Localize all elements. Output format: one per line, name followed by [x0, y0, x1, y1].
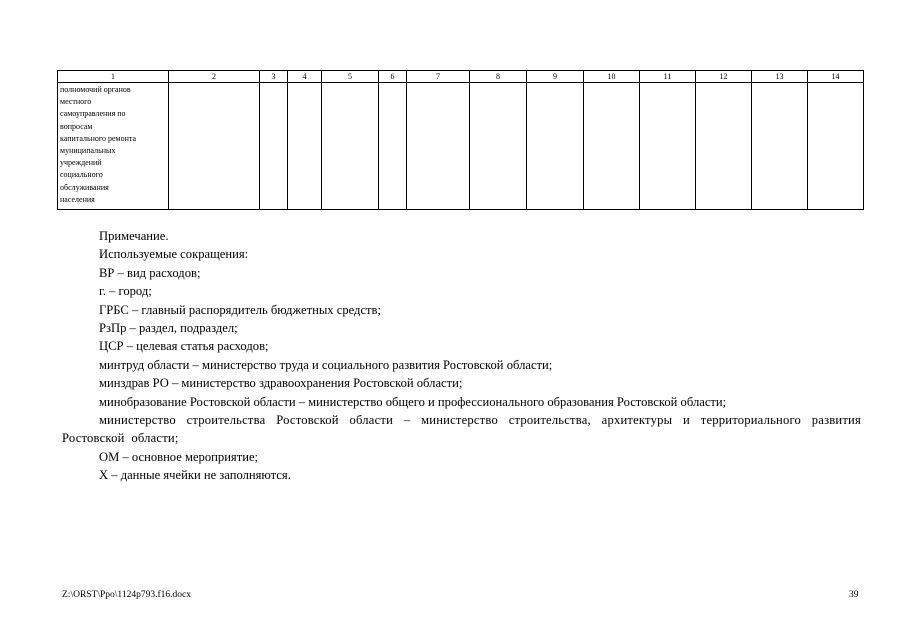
table-cell — [527, 83, 584, 210]
table-cell — [640, 83, 696, 210]
note-line: Используемые сокращения: — [99, 247, 249, 262]
column-header: 9 — [527, 71, 584, 83]
note-line: минздрав РО – министерство здравоохранения Ростовской области; — [99, 376, 463, 391]
column-header: 13 — [752, 71, 808, 83]
table-row — [58, 83, 864, 210]
column-header: 14 — [808, 71, 864, 83]
column-header: 6 — [379, 71, 407, 83]
notes-section — [62, 227, 861, 485]
header-row — [58, 71, 864, 83]
column-header: 4 — [288, 71, 322, 83]
table-cell — [696, 83, 752, 210]
note-line: Х – данные ячейки не заполняются. — [99, 468, 291, 483]
note-line: министерство строительства Ростовской области – министерство строительства, архитектуры и территориального развития Ростовской области; — [62, 413, 861, 446]
table-cell — [752, 83, 808, 210]
note-line: минобразование Ростовской области – министерство общего и профессионального образования Ростовской области; — [99, 394, 727, 409]
note-line: минтруд области – министерство труда и социального развития Ростовской области; — [99, 357, 553, 372]
table-cell — [260, 83, 288, 210]
table-cell — [288, 83, 322, 210]
column-header: 5 — [322, 71, 379, 83]
table-cell — [169, 83, 260, 210]
table-cell — [379, 83, 407, 210]
note-line: ГРБС – главный распорядитель бюджетных средств; — [99, 302, 381, 317]
data-table — [57, 70, 864, 210]
table-cell — [584, 83, 640, 210]
column-header: 7 — [407, 71, 470, 83]
table-cell — [407, 83, 470, 210]
column-header: 2 — [169, 71, 260, 83]
page-number: 39 — [849, 590, 859, 600]
column-header: 11 — [640, 71, 696, 83]
column-header: 10 — [584, 71, 640, 83]
table-cell — [808, 83, 864, 210]
note-line: ВР – вид расходов; — [99, 265, 201, 280]
column-header: 1 — [58, 71, 169, 83]
column-header: 12 — [696, 71, 752, 83]
note-line: ОМ – основное мероприятие; — [99, 449, 259, 464]
table-cell-description: полномочий органов местного самоуправления по вопросам капитального ремонта муниципальных учреждений социального обслуживания населения — [58, 83, 169, 210]
table-cell — [470, 83, 527, 210]
note-line: ЦСР – целевая статья расходов; — [99, 339, 269, 354]
column-header: 8 — [470, 71, 527, 83]
column-header: 3 — [260, 71, 288, 83]
note-heading: Примечание. — [99, 229, 169, 243]
note-line: г. – город; — [99, 284, 152, 299]
footer-file-path: Z:\ORST\Ppo\1124p793.f16.docx — [62, 590, 191, 600]
note-line: РзПр – раздел, подраздел; — [99, 321, 238, 336]
table-cell — [322, 83, 379, 210]
